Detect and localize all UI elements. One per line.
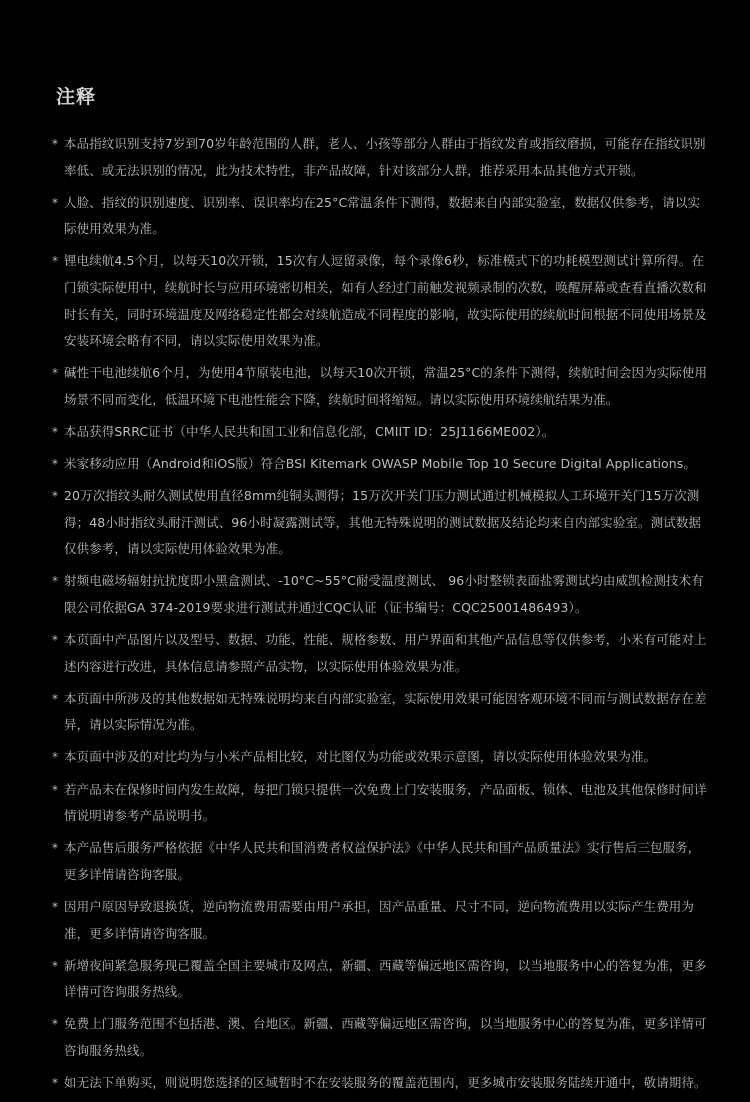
note-item-9 (52, 627, 708, 680)
bullet-marker: * (52, 958, 59, 973)
bullet-marker: * (52, 1017, 59, 1032)
note-item-15 (52, 953, 708, 1006)
bullet-marker: * (52, 750, 59, 765)
note-item-11 (52, 744, 708, 771)
note-item-3 (52, 248, 708, 354)
note-text: 锂电续航4.5个月，以每天10次开锁，15次有人逗留录像，每个录像6秒，标准模式下的功耗模型测试计算所得。在门锁实际使用中，续航时长与应用环境密切相关，如有人经过门前触发视频录制的次数，唤醒屏幕或查看直播次数和时长有关，同时环境温度及网络稳定性都会对续航造成不同程度的影响，故实际使用的续航时间根据不同使用场景及安装环境会略有不同，请以实际使用效果为准。 (64, 253, 707, 349)
note-item-10 (52, 686, 708, 739)
bullet-marker: * (52, 195, 59, 210)
bullet-marker: * (52, 841, 59, 856)
note-text: 米家移动应用（Android和iOS版）符合BSI Kitemark OWASP Mobile Top 10 Secure Digital Applications。 (64, 456, 697, 472)
bullet-marker: * (52, 691, 59, 706)
bullet-marker: * (52, 782, 59, 797)
note-text: 人脸、指纹的识别速度、识别率、误识率均在25°C常温条件下测得，数据来自内部实验室，数据仅供参考，请以实际使用效果为准。 (64, 194, 701, 237)
notes-list (52, 131, 708, 1102)
bullet-marker: * (52, 574, 59, 589)
note-text: 碱性干电池续航6个月，为使用4节原装电池，以每天10次开锁，常温25°C的条件下测得，续航时间会因为实际使用场景不同而变化，低温环境下电池性能会下降，续航时间将缩短。请以实际使用环境续航结果为准。 (64, 365, 708, 407)
bullet-marker: * (52, 633, 59, 648)
note-text: 本品指纹识别支持7岁到70岁年龄范围的人群，老人、小孩等部分人群由于指纹发育或指纹磨损，可能存在指纹识别率低、或无法识别的情况，此为技术特性，非产品故障，针对该部分人群，推荐采用本品其他方式开锁。 (64, 136, 706, 178)
note-item-8 (52, 568, 708, 621)
note-text: 本页面中产品图片以及型号、数据、功能、性能、规格参数、用户界面和其他产品信息等仅供参考，小米有可能对上述内容进行改进，具体信息请参照产品实物，以实际使用体验效果为准。 (64, 632, 707, 674)
note-item-12 (52, 777, 708, 830)
bullet-marker: * (52, 457, 59, 472)
note-item-7 (52, 483, 708, 563)
note-text: 射频电磁场辐射抗扰度即小黑盒测试、-10°C~55°C耐受温度测试、 96小时整锁表面盐雾测试均由威凯检测技术有限公司依据GA 374-2019要求进行测试并通过CQC认证（证书编号：CQC25001486493）。 (64, 573, 704, 615)
bullet-marker: * (52, 1076, 59, 1090)
page-title: 注释 (56, 86, 97, 108)
bullet-marker: * (52, 489, 59, 504)
note-text: 20万次指纹头耐久测试使用直径8mm纯铜头测得；15万次开关门压力测试通过机械模拟人工环境开关门15万次测得；48小时指纹头耐汗测试、96小时凝露测试等，其他无特殊说明的测试数据及结论均来自内部实验室。测试数据仅供参考，请以实际使用体验效果为准。 (64, 488, 702, 557)
bullet-marker: * (52, 424, 59, 439)
note-item-13 (52, 835, 708, 888)
note-text: 新增夜间紧急服务现已覆盖全国主要城市及网点，新疆、西藏等偏远地区需咨询，以当地服务中心的答复为准，更多详情可咨询服务热线。 (64, 957, 707, 1000)
note-text: 免费上门服务范围不包括港、澳、台地区。新疆、西藏等偏远地区需咨询，以当地服务中心的答复为准，更多详情可咨询服务热线。 (64, 1016, 707, 1058)
note-item-4 (52, 360, 708, 413)
bullet-marker: * (52, 366, 59, 381)
bullet-marker: * (52, 254, 59, 269)
note-item-6 (52, 451, 708, 478)
note-item-14 (52, 894, 708, 947)
note-text: 本页面中涉及的对比均为与小米产品相比较，对比图仅为功能或效果示意图，请以实际使用体验效果为准。 (64, 749, 657, 765)
note-item-16 (52, 1011, 708, 1064)
note-item-1 (52, 131, 708, 184)
note-text: 本产品售后服务严格依据《中华人民共和国消费者权益保护法》《中华人民共和国产品质量法》实行售后三包服务，更多详情请咨询客服。 (64, 840, 701, 882)
note-text: 因用户原因导致退换货，逆向物流费用需要由用户承担，因产品重量、尺寸不同，逆向物流费用以实际产生费用为准，更多详情请咨询客服。 (64, 898, 695, 941)
bullet-marker: * (52, 137, 59, 151)
note-item-2 (52, 190, 708, 243)
note-item-17 (52, 1070, 708, 1097)
note-text: 本品获得SRRC证书（中华人民共和国工业和信息化部，CMIIT ID：25J1166ME002）。 (64, 423, 555, 439)
note-text: 如无法下单购买，则说明您选择的区域暂时不在安装服务的覆盖范围内，更多城市安装服务陆续开通中，敬请期待。 (64, 1075, 707, 1090)
note-text: 若产品未在保修时间内发生故障，每把门锁只提供一次免费上门安装服务，产品面板、锁体、电池及其他保修时间详情说明请参考产品说明书。 (64, 781, 707, 824)
bullet-marker: * (52, 899, 59, 914)
note-item-5 (52, 419, 708, 446)
note-text: 本页面中所涉及的其他数据如无特殊说明均来自内部实验室，实际使用效果可能因客观环境不同而与测试数据存在差异，请以实际情况为准。 (64, 690, 707, 733)
